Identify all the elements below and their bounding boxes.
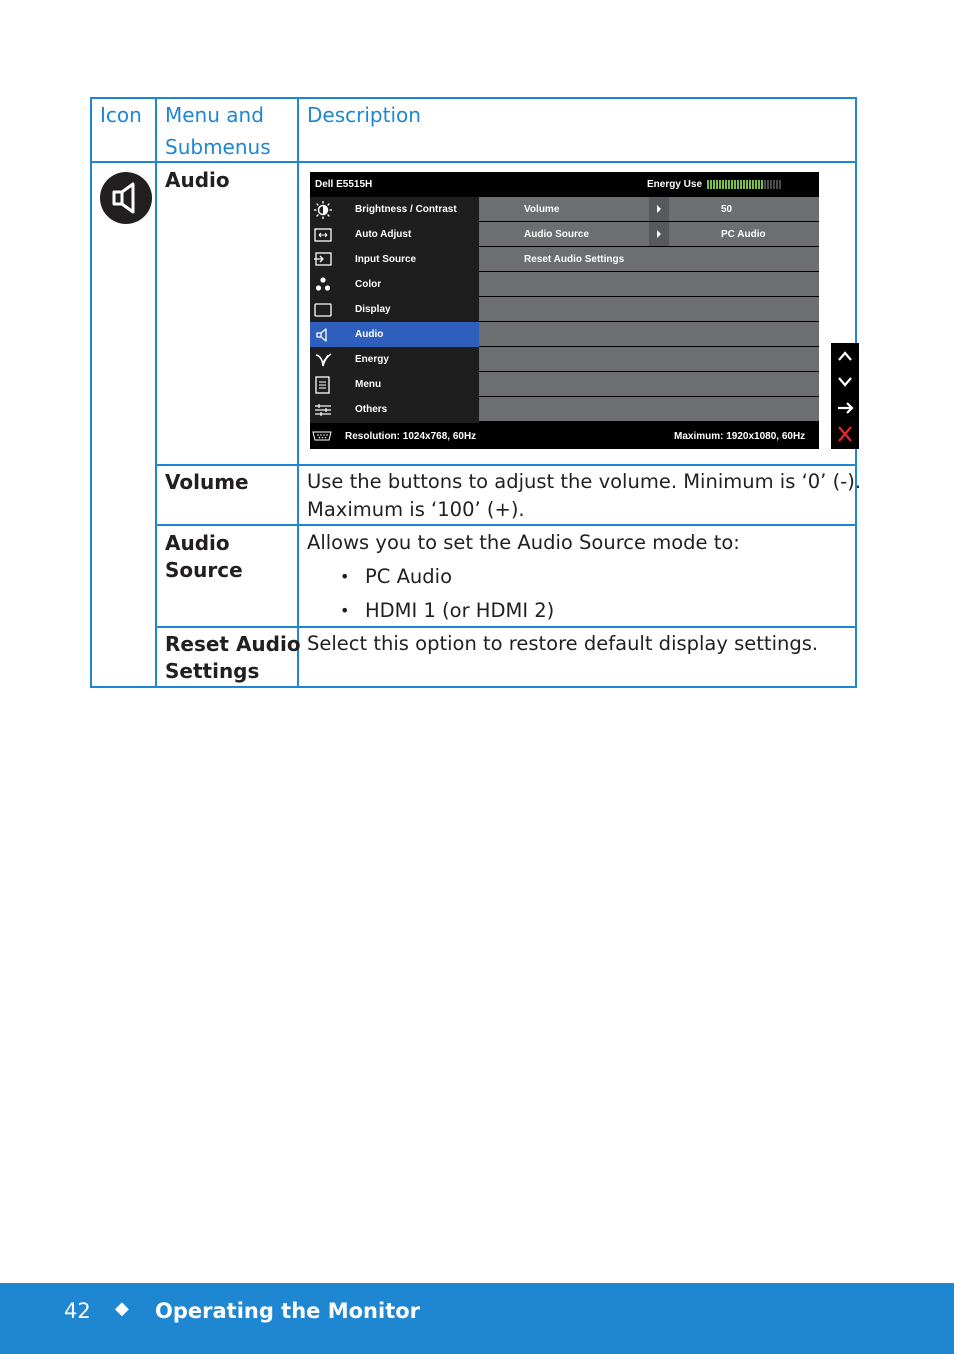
energy-segment bbox=[761, 180, 763, 189]
description-audio-source: Allows you to set the Audio Source mode to: bbox=[307, 531, 740, 554]
osd-menu-item-menu[interactable] bbox=[310, 372, 479, 397]
up-icon bbox=[831, 343, 859, 369]
section-title-audio: Audio bbox=[165, 168, 230, 192]
energy-segment bbox=[764, 180, 766, 189]
energy-use-meter bbox=[707, 180, 783, 189]
energy-segment bbox=[725, 180, 727, 189]
osd-menu-label: Audio bbox=[355, 329, 384, 340]
menu-reset-audio-line1: Reset Audio bbox=[165, 632, 301, 656]
osd-submenu-empty-row bbox=[479, 372, 819, 396]
osd-submenu bbox=[479, 197, 819, 423]
energy-segment bbox=[740, 180, 742, 189]
description-volume-line2: Maximum is ‘100’ (+). bbox=[307, 498, 525, 521]
color-icon bbox=[313, 275, 333, 295]
osd-submenu-empty-row bbox=[479, 397, 819, 421]
energy-segment bbox=[734, 180, 736, 189]
monitor-buttons bbox=[831, 343, 859, 449]
energy-segment bbox=[770, 180, 772, 189]
exit-icon bbox=[831, 421, 859, 447]
auto-adjust-icon bbox=[313, 225, 333, 245]
osd-menu-label: Others bbox=[355, 404, 388, 415]
table-border-bottom bbox=[90, 686, 857, 688]
osd-menu-item-display[interactable] bbox=[310, 297, 479, 322]
osd-submenu-empty-row bbox=[479, 347, 819, 371]
osd-menu-item-color[interactable] bbox=[310, 272, 479, 297]
osd-submenu-label: Audio Source bbox=[524, 229, 590, 240]
description-volume-line1: Use the buttons to adjust the volume. Minimum is ‘0’ (-). bbox=[307, 470, 862, 493]
chevron-right-icon bbox=[649, 222, 669, 246]
osd-submenu-empty-row bbox=[479, 297, 819, 321]
others-icon bbox=[313, 400, 333, 420]
speaker-icon bbox=[313, 325, 333, 345]
energy-segment bbox=[728, 180, 730, 189]
osd-menu-label: Input Source bbox=[355, 254, 417, 265]
osd-menu-label: Auto Adjust bbox=[355, 229, 412, 240]
header-description: Description bbox=[307, 103, 421, 127]
energy-segment bbox=[710, 180, 712, 189]
osd-main-menu bbox=[310, 197, 479, 423]
menu-audio-source-line2: Source bbox=[165, 558, 243, 582]
energy-segment bbox=[758, 180, 760, 189]
up-button[interactable] bbox=[831, 343, 859, 369]
table-col-divider bbox=[155, 97, 157, 688]
osd-submenu-audio-source[interactable] bbox=[479, 222, 819, 246]
list-item: • HDMI 1 (or HDMI 2) bbox=[307, 597, 554, 631]
osd-menu-screenshot bbox=[310, 172, 819, 449]
energy-segment bbox=[713, 180, 715, 189]
description-reset-audio: Select this option to restore default display settings. bbox=[307, 632, 819, 655]
menu-icon bbox=[313, 375, 333, 395]
energy-segment bbox=[779, 180, 781, 189]
osd-submenu-label: Reset Audio Settings bbox=[524, 254, 625, 265]
osd-energy-label: Energy Use bbox=[647, 179, 703, 190]
down-button[interactable] bbox=[831, 369, 859, 395]
chapter-title: Operating the Monitor bbox=[155, 1299, 421, 1323]
down-icon bbox=[831, 369, 859, 395]
energy-segment bbox=[776, 180, 778, 189]
table-border-left bbox=[90, 97, 92, 688]
vga-connector-icon bbox=[312, 430, 332, 442]
osd-menu-item-input-source[interactable] bbox=[310, 247, 479, 272]
osd-resolution: Resolution: 1024x768, 60Hz bbox=[345, 431, 477, 442]
osd-submenu-empty-row bbox=[479, 272, 819, 296]
energy-segment bbox=[743, 180, 745, 189]
energy-segment bbox=[767, 180, 769, 189]
list-item: • PC Audio bbox=[307, 563, 554, 597]
energy-segment bbox=[707, 180, 709, 189]
energy-segment bbox=[716, 180, 718, 189]
energy-segment bbox=[737, 180, 739, 189]
osd-model-title: Dell E5515H bbox=[315, 179, 373, 190]
osd-menu-item-auto-adjust[interactable] bbox=[310, 222, 479, 247]
header-menu-line2: Submenus bbox=[165, 135, 271, 159]
energy-segment bbox=[773, 180, 775, 189]
menu-reset-audio-line2: Settings bbox=[165, 659, 260, 683]
energy-segment bbox=[749, 180, 751, 189]
enter-icon bbox=[831, 395, 859, 421]
header-icon: Icon bbox=[100, 103, 142, 127]
speaker-icon bbox=[100, 172, 152, 224]
osd-submenu-value: 50 bbox=[721, 204, 733, 215]
osd-submenu-empty-row bbox=[479, 322, 819, 346]
enter-button[interactable] bbox=[831, 395, 859, 421]
exit-button[interactable] bbox=[831, 421, 859, 447]
energy-segment bbox=[719, 180, 721, 189]
osd-menu-label: Color bbox=[355, 279, 382, 290]
input-source-icon bbox=[313, 250, 333, 270]
osd-max-resolution: Maximum: 1920x1080, 60Hz bbox=[674, 431, 806, 442]
brightness-icon bbox=[313, 200, 333, 220]
osd-submenu-label: Volume bbox=[524, 204, 560, 215]
energy-segment bbox=[746, 180, 748, 189]
energy-icon bbox=[313, 350, 333, 370]
audio-source-options bbox=[307, 563, 554, 631]
osd-menu-item-others[interactable] bbox=[310, 397, 479, 422]
energy-segment bbox=[722, 180, 724, 189]
osd-submenu-volume[interactable] bbox=[479, 197, 819, 221]
energy-segment bbox=[755, 180, 757, 189]
energy-segment bbox=[752, 180, 754, 189]
menu-audio-source-line1: Audio bbox=[165, 531, 230, 555]
chevron-right-icon bbox=[649, 197, 669, 221]
table-row-divider bbox=[155, 464, 857, 466]
osd-footer bbox=[310, 423, 819, 449]
display-icon bbox=[313, 300, 333, 320]
osd-menu-label: Menu bbox=[355, 379, 382, 390]
osd-menu-item-brightness[interactable] bbox=[310, 197, 479, 222]
osd-menu-label: Display bbox=[355, 304, 391, 315]
energy-segment bbox=[731, 180, 733, 189]
table-row-divider bbox=[155, 524, 857, 526]
osd-submenu-value: PC Audio bbox=[721, 229, 766, 240]
header-menu-line1: Menu and bbox=[165, 103, 264, 127]
osd-submenu-reset-audio[interactable] bbox=[479, 247, 819, 271]
osd-menu-label: Brightness / Contrast bbox=[355, 204, 457, 215]
diamond-separator-icon: ◆ bbox=[115, 1298, 129, 1319]
osd-menu-item-energy[interactable] bbox=[310, 347, 479, 372]
page-number: 42 bbox=[64, 1299, 91, 1323]
osd-menu-label: Energy bbox=[355, 354, 389, 365]
menu-volume: Volume bbox=[165, 470, 249, 494]
page-footer bbox=[0, 1283, 954, 1354]
table-col-divider bbox=[297, 97, 299, 688]
osd-menu-item-audio[interactable] bbox=[310, 322, 479, 347]
